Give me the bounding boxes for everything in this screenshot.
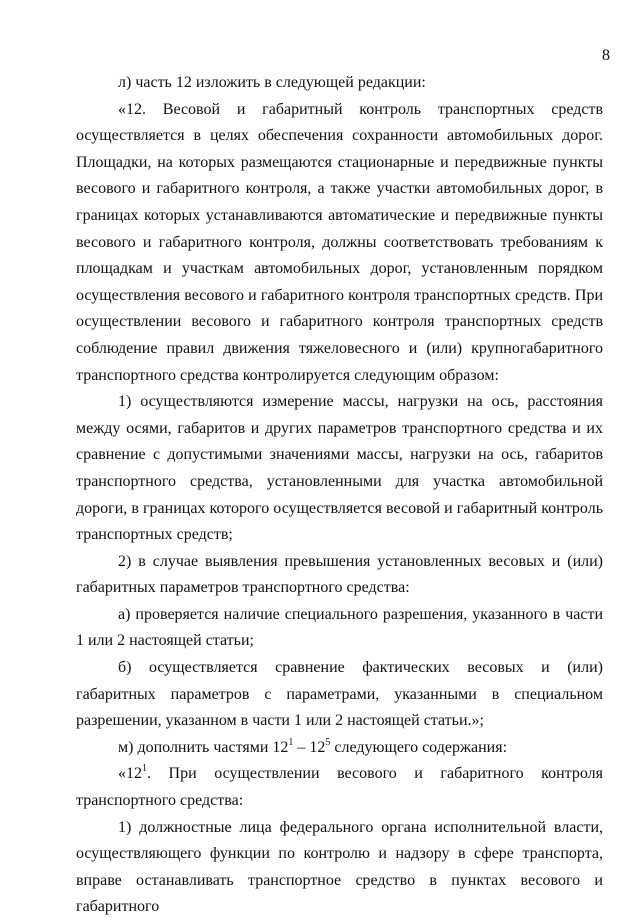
paragraph-p5 [76,602,603,655]
paragraph-p8 [76,761,603,814]
paragraph-p9 [76,815,603,921]
paragraph-p6 [76,655,603,735]
paragraph-text: 1) должностные лица федерального органа исполнительной власти, осуществляющего функции по контролю и надзору в сфере транспорта, вправе останавливать транспортное средство в пунктах весового и габаритного [76,818,603,916]
paragraph-p1 [76,70,603,97]
paragraph-p7 [76,735,603,762]
document-body [76,70,603,921]
page-number: 8 [602,47,610,64]
paragraph-p4 [76,549,603,602]
paragraph-p3 [76,389,603,549]
paragraph-text: «12. Весовой и габаритный контроль транспортных средств осуществляется в целях обеспечения сохранности автомобильных дорог. Площадки, на которых размещаются стационарные и передвижные пункты весового и габаритного контроля, а также участки автомобильных дорог, в границах которых устанавливаются автоматические и передвижные пункты весового и габаритного контроля, должны соответствовать требованиям к площадкам и участкам автомобильных дорог, установленным порядком осуществления весового и габаритного контроля транспортных средств. При осуществлении весового и габаритного контроля транспортных средств соблюдение правил движения тяжеловесного и (или) крупногабаритного транспортного средства контролируется следующим образом: [76,100,603,384]
superscript: 5 [325,736,331,748]
superscript: 1 [288,736,294,748]
paragraph-text: «12 [118,765,142,783]
paragraph-text: а) проверяется наличие специального разрешения, указанного в части 1 или 2 настоящей статьи; [76,605,603,650]
paragraph-text: – 12 [293,738,326,756]
paragraph-text: л) часть 12 изложить в следующей редакции: [118,74,426,91]
paragraph-p2 [76,97,603,390]
paragraph-text: 1) осуществляются измерение массы, нагрузки на ось, расстояния между осями, габаритов и других параметров транспортного средства и их сравнение с допустимыми значениями массы, нагрузки на ось, габаритов транспортного средства, установленными для участка автомобильной дороги, в границах которого осуществляется весовой и габаритный контроль транспортных средств; [76,393,603,544]
paragraph-text: б) осуществляется сравнение фактических весовых и (или) габаритных параметров с параметрами, указанными в специальном разрешении, указанном в части 1 или 2 настоящей статьи.»; [76,659,603,730]
paragraph-text: 2) в случае выявления превышения установленных весовых и (или) габаритных параметров транспортного средства: [76,552,603,597]
superscript: 1 [142,763,147,775]
paragraph-text: м) дополнить частями 12 [118,738,289,756]
paragraph-text: следующего содержания: [330,738,508,756]
paragraph-text: . При осуществлении весового и габаритного контроля транспортного средства: [76,765,603,810]
